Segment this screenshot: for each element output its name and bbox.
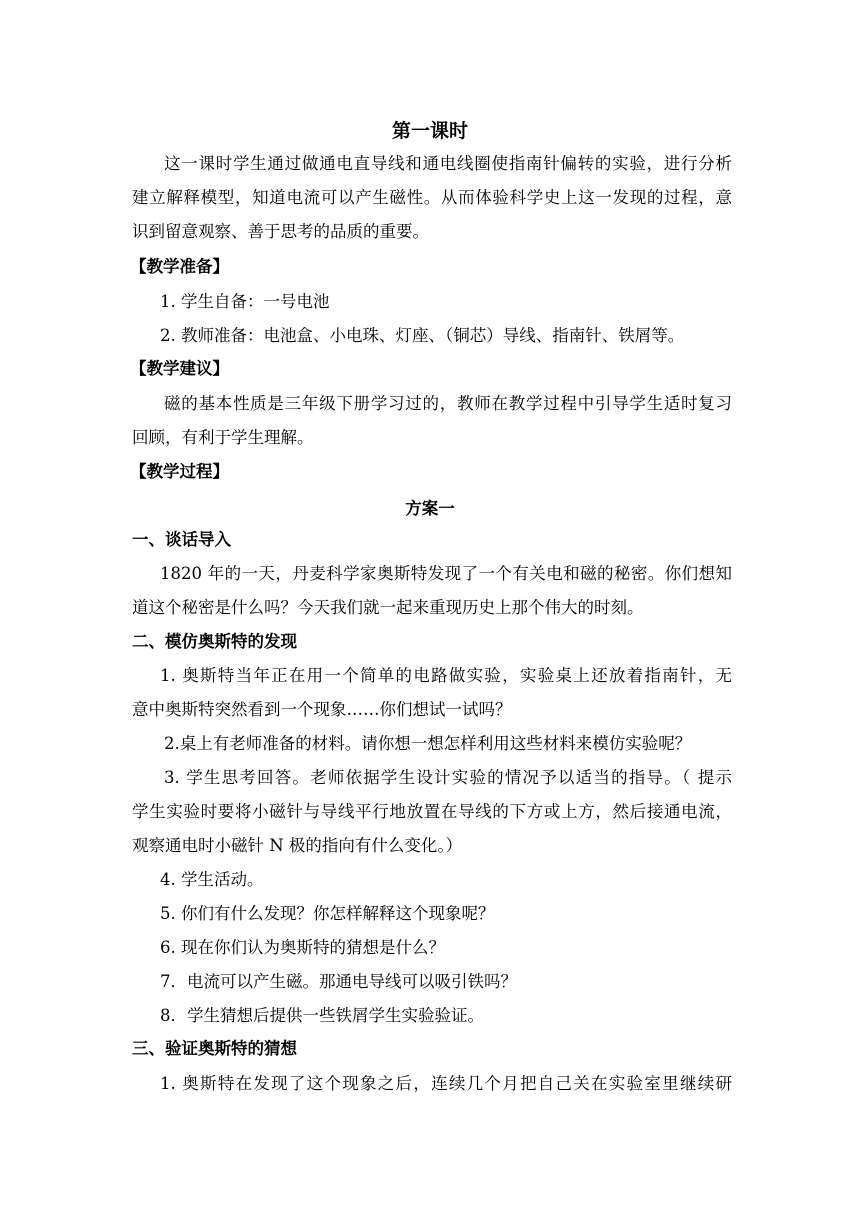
section-2-line-4: 3. 学生思考回答。老师依据学生设计实验的情况予以适当的指导。（ 提示 xyxy=(164,768,732,787)
section-2-line-11: 8．学生猜想后提供一些铁屑学生实验验证。 xyxy=(160,1006,484,1025)
section-2-line-5: 学生实验时要将小磁针与导线平行地放置在导线的下方或上方，然后接通电流， xyxy=(132,802,732,821)
prep-item-1: 1. 学生自备：一号电池 xyxy=(160,292,330,311)
section-2-line-1: 1. 奥斯特当年正在用一个简单的电路做实验，实验桌上还放着指南针，无 xyxy=(160,666,732,685)
section-3-heading: 三、验证奥斯特的猜想 xyxy=(132,1039,297,1058)
advice-heading: 【教学建议】 xyxy=(130,359,229,378)
section-2-line-9: 6. 现在你们认为奥斯特的猜想是什么？ xyxy=(160,938,445,957)
intro-line-3: 识到留意观察、善于思考的品质的重要。 xyxy=(132,222,429,241)
section-2-heading: 二、模仿奥斯特的发现 xyxy=(132,632,297,651)
advice-line-1: 磁的基本性质是三年级下册学习过的，教师在教学过程中引导学生适时复习 xyxy=(164,394,732,413)
prep-item-2: 2. 教师准备：电池盒、小电珠、灯座、（铜芯）导线、指南针、铁屑等。 xyxy=(160,326,685,345)
section-1-line-2: 道这个秘密是什么吗？今天我们就一起来重现历史上那个伟大的时刻。 xyxy=(132,598,644,617)
plan-title: 方案一 xyxy=(405,499,455,518)
process-heading: 【教学过程】 xyxy=(130,462,229,481)
section-2-line-10: 7．电流可以产生磁。那通电导线可以吸引铁吗？ xyxy=(160,972,517,991)
section-1-line-1: 1820 年的一天，丹麦科学家奥斯特发现了一个有关电和磁的秘密。你们想知 xyxy=(160,564,732,583)
section-2-line-8: 5. 你们有什么发现？你怎样解释这个现象呢？ xyxy=(160,904,495,923)
prep-heading: 【教学准备】 xyxy=(130,257,229,276)
section-1-heading: 一、谈话导入 xyxy=(132,530,231,549)
page-title: 第一课时 xyxy=(391,120,468,142)
section-2-line-6: 观察通电时小磁针 N 极的指向有什么变化。） xyxy=(132,836,463,855)
section-3-line-1: 1. 奥斯特在发现了这个现象之后，连续几个月把自己关在实验室里继续研 xyxy=(160,1074,732,1093)
intro-line-1: 这一课时学生通过做通电直导线和通电线圈使指南针偏转的实验，进行分析 xyxy=(164,154,732,173)
section-2-line-3: 2.桌上有老师准备的材料。请你想一想怎样利用这些材料来模仿实验呢？ xyxy=(164,734,692,753)
section-2-line-2: 意中奥斯特突然看到一个现象……你们想试一试吗？ xyxy=(132,700,512,719)
advice-line-2: 回顾，有利于学生理解。 xyxy=(132,428,314,447)
intro-line-2: 建立解释模型，知道电流可以产生磁性。从而体验科学史上这一发现的过程，意 xyxy=(132,188,732,207)
section-2-line-7: 4. 学生活动。 xyxy=(160,870,264,889)
